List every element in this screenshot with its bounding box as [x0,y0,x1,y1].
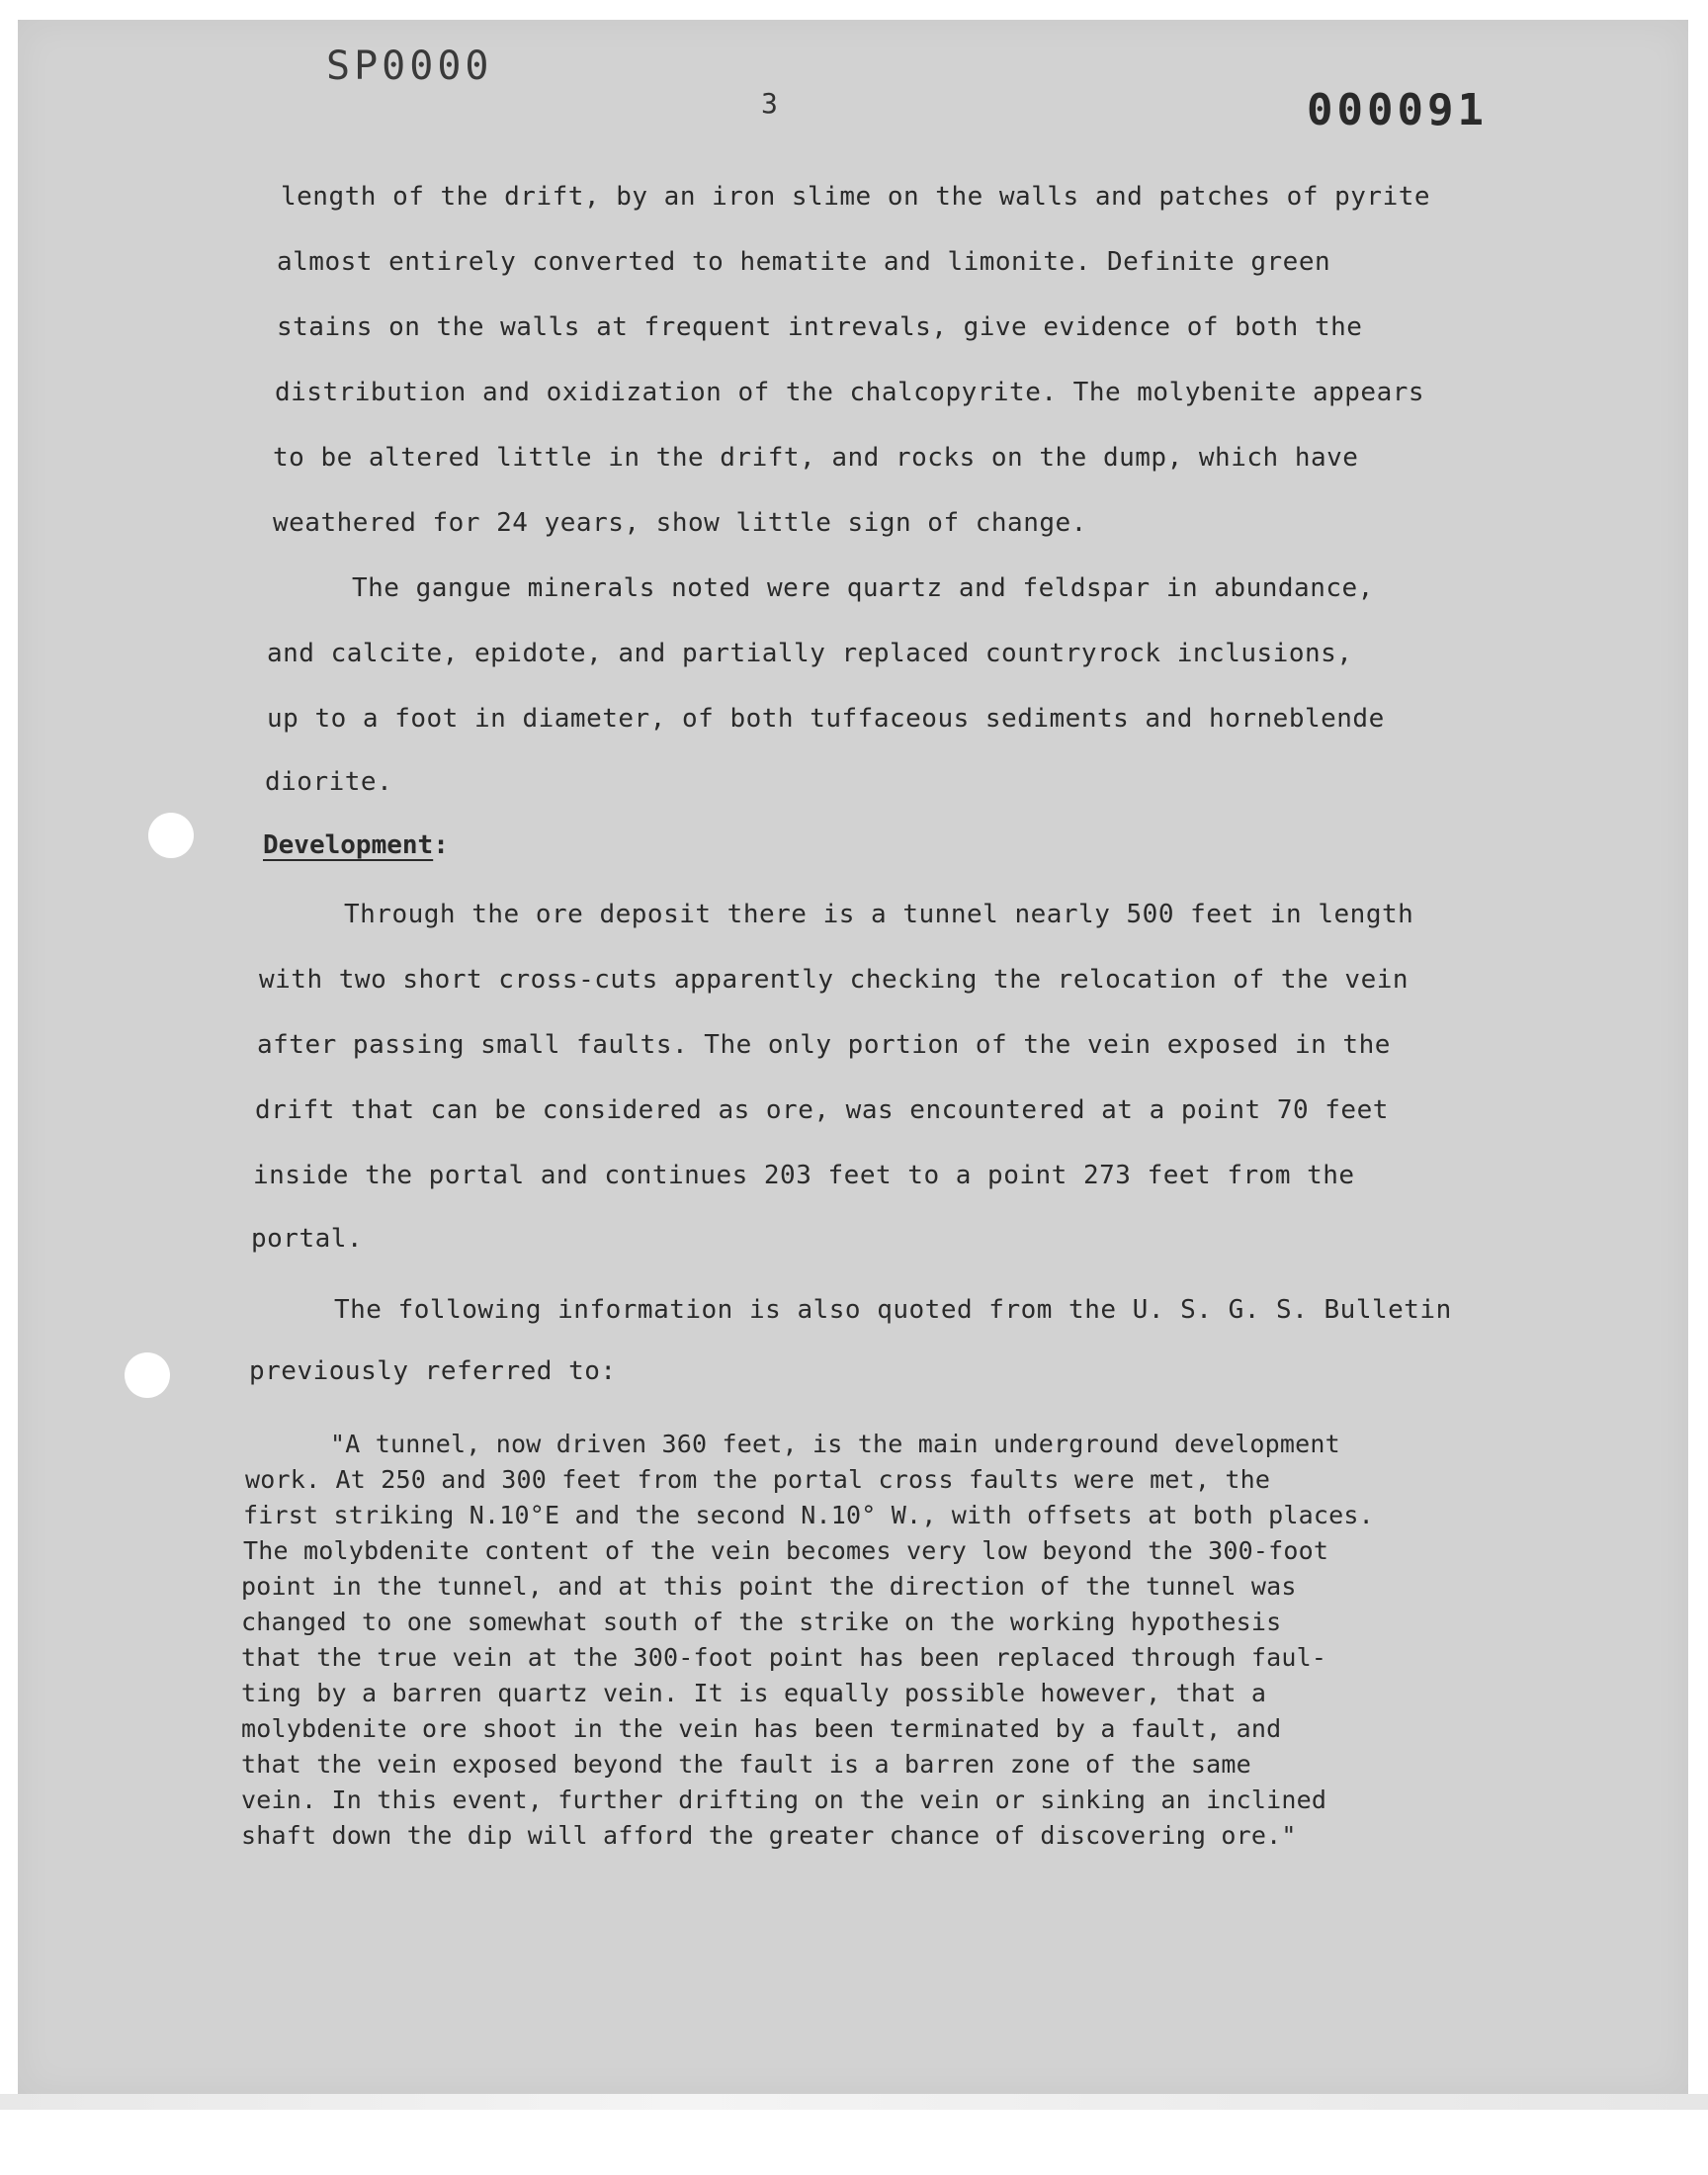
quote-line: molybdenite ore shoot in the vein has been terminated by a fault, and [241,1714,1282,1743]
quote-line: point in the tunnel, and at this point the direction of the tunnel was [241,1572,1297,1601]
punch-hole-top [148,813,194,858]
punch-hole-bottom [125,1352,170,1398]
page-number: 3 [761,87,778,120]
quote-line: that the vein exposed beyond the fault is a barren zone of the same [241,1750,1251,1779]
quote-line: The molybdenite content of the vein becomes very low beyond the 300-foot [243,1536,1329,1565]
paragraph-1-line: weathered for 24 years, show little sign of change. [273,508,1087,538]
paragraph-3-line: Through the ore deposit there is a tunnel nearly 500 feet in length [344,900,1414,929]
quote-line: vein. In this event, further drifting on the vein or sinking an inclined [241,1785,1327,1814]
stamp-left: SP0000 [326,44,493,89]
quote-line: changed to one somewhat south of the strike on the working hypothesis [241,1608,1282,1636]
section-heading-text: Development [263,830,434,860]
paragraph-1-line: length of the drift, by an iron slime on the walls and patches of pyrite [281,182,1431,212]
paragraph-1-line: distribution and oxidization of the chalcopyrite. The molybenite appears [275,378,1425,407]
quote-line: first striking N.10°E and the second N.10° W., with offsets at both places. [243,1501,1374,1529]
paragraph-1-line: stains on the walls at frequent intrevals, give evidence of both the [277,312,1363,342]
paragraph-3-line: inside the portal and continues 203 feet to a point 273 feet from the [253,1161,1355,1190]
paragraph-4-line: previously referred to: [249,1356,617,1386]
quote-line: work. At 250 and 300 feet from the portal cross faults were met, the [245,1465,1271,1494]
quote-line: ting by a barren quartz vein. It is equally possible however, that a [241,1679,1267,1707]
paragraph-1-line: to be altered little in the drift, and rocks on the dump, which have [273,443,1359,473]
scan-edge [0,2094,1708,2110]
stamp-right: 000091 [1307,85,1488,135]
section-heading: Development: [263,830,449,860]
paragraph-2-line: up to a foot in diameter, of both tuffaceous sediments and horneblende [267,704,1385,734]
paragraph-2-line: and calcite, epidote, and partially replaced countryrock inclusions, [267,639,1353,668]
quote-line: that the true vein at the 300-foot point has been replaced through faul- [241,1643,1327,1672]
paragraph-3-line: drift that can be considered as ore, was encountered at a point 70 feet [255,1095,1389,1125]
paragraph-4-line: The following information is also quoted from the U. S. G. S. Bulletin [334,1295,1452,1325]
paragraph-2-line: diorite. [265,767,393,797]
paragraph-3-line: after passing small faults. The only portion of the vein exposed in the [257,1030,1391,1060]
paragraph-2-line: The gangue minerals noted were quartz and feldspar in abundance, [352,573,1374,603]
paragraph-3-line: portal. [251,1224,364,1254]
quote-line: shaft down the dip will afford the greater chance of discovering ore." [241,1821,1297,1850]
quote-line: "A tunnel, now driven 360 feet, is the main underground development [330,1430,1340,1458]
paragraph-1-line: almost entirely converted to hematite and limonite. Definite green [277,247,1331,277]
paragraph-3-line: with two short cross-cuts apparently checking the relocation of the vein [259,965,1409,995]
